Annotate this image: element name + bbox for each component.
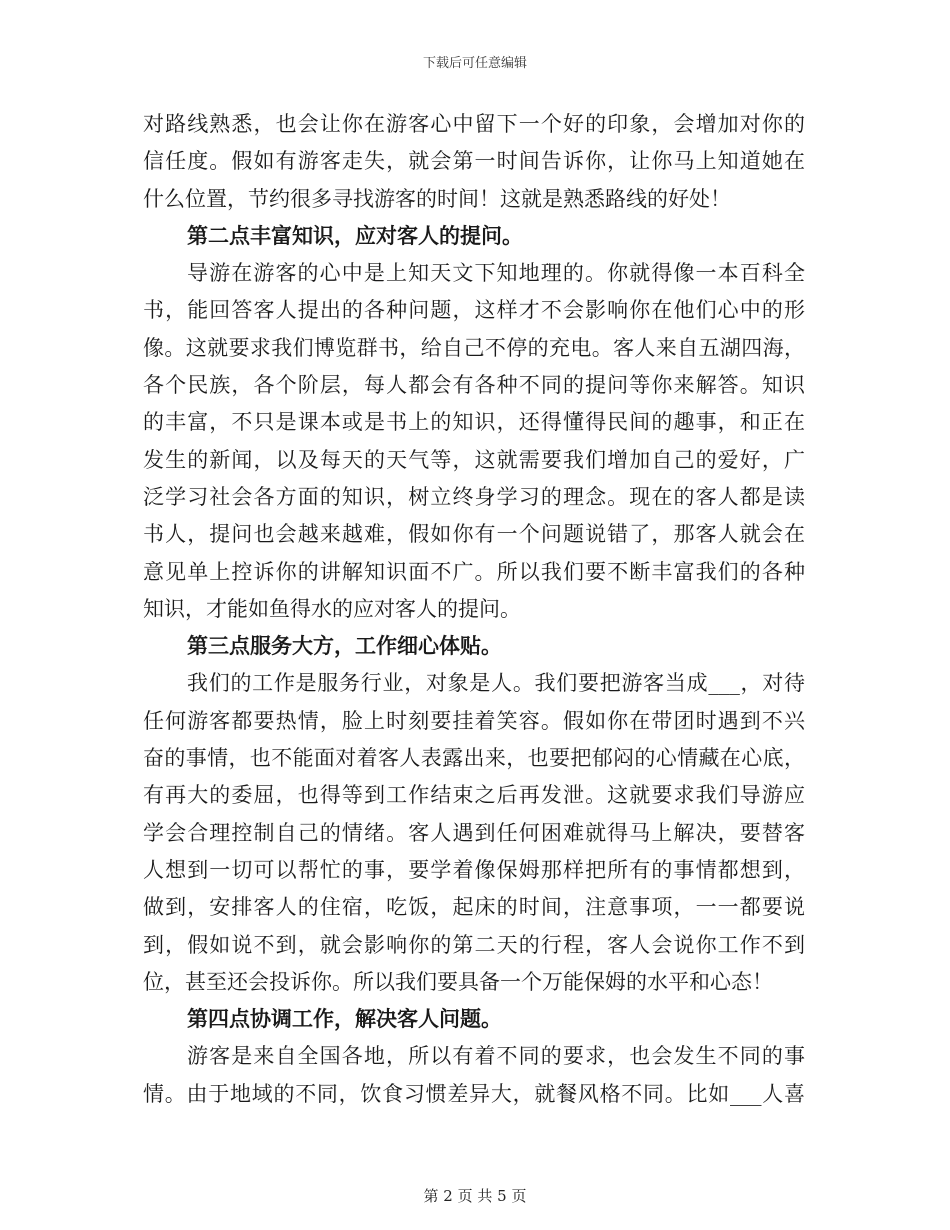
paragraph-line: 什么位置，节约很多寻找游客的时间！这就是熟悉路线的好处！: [143, 186, 731, 211]
paragraph-line: 泛学习社会各方面的知识，树立终身学习的理念。现在的客人都是读: [143, 484, 805, 509]
paragraph-line: 游客是来自全国各地，所以有着不同的要求，也会发生不同的事: [187, 1044, 805, 1069]
page-number: 第 2 页 共 5 页: [423, 1187, 527, 1205]
paragraph-line: 做到，安排客人的住宿，吃饭，起床的时间，注意事项，一一都要说: [143, 895, 805, 920]
paragraph-line: 导游在游客的心中是上知天文下知地理的。你就得像一本百科全: [187, 261, 805, 286]
paragraph-line: 各个民族，各个阶层，每人都会有各种不同的提问等你来解答。知识: [143, 373, 805, 398]
document-body: [143, 106, 805, 1113]
paragraph-line: 像。这就要求我们博览群书，给自己不停的充电。客人来自五湖四海，: [143, 335, 805, 360]
paragraph-line: 学会合理控制自己的情绪。客人遇到任何困难就得马上解决，要替客: [143, 820, 805, 845]
paragraph-line: 人想到一切可以帮忙的事，要学着像保姆那样把所有的事情都想到，: [143, 857, 805, 882]
section-heading: 第四点协调工作，解决客人问题。: [187, 1007, 502, 1032]
paragraph-line: 对路线熟悉，也会让你在游客心中留下一个好的印象，会增加对你的: [143, 112, 805, 136]
paragraph-line: 情。由于地域的不同，饮食习惯差异大，就餐风格不同。比如___人喜: [143, 1081, 805, 1106]
paragraph-line: 我们的工作是服务行业，对象是人。我们要把游客当成___，对待: [187, 671, 805, 696]
paragraph-line: 知识，才能如鱼得水的应对客人的提问。: [143, 596, 521, 621]
paragraph-line: 书，能回答客人提出的各种问题，这样才不会影响你在他们心中的形: [143, 298, 805, 323]
paragraph-line: 任何游客都要热情，脸上时刻要挂着笑容。假如你在带团时遇到不兴: [143, 708, 805, 733]
paragraph-line: 有再大的委屈，也得等到工作结束之后再发泄。这就要求我们导游应: [143, 783, 805, 808]
paragraph-line: 位，甚至还会投诉你。所以我们要具备一个万能保姆的水平和心态！: [143, 969, 773, 994]
paragraph-line: 奋的事情，也不能面对着客人表露出来，也要把郁闷的心情藏在心底，: [143, 746, 805, 771]
paragraph-line: 发生的新闻，以及每天的天气等，这就需要我们增加自己的爱好，广: [143, 447, 805, 472]
page-header: 下载后可任意编辑: [422, 56, 527, 71]
section-heading: 第三点服务大方，工作细心体贴。: [187, 634, 502, 659]
section-heading: 第二点丰富知识，应对客人的提问。: [187, 223, 523, 248]
paragraph-line: 信任度。假如有游客走失，就会第一时间告诉你，让你马上知道她在: [143, 149, 805, 174]
paragraph-line: 到，假如说不到，就会影响你的第二天的行程，客人会说你工作不到: [143, 932, 805, 957]
paragraph-line: 的丰富，不只是课本或是书上的知识，还得懂得民间的趣事，和正在: [143, 410, 805, 435]
paragraph-line: 书人，提问也会越来越难，假如你有一个问题说错了，那客人就会在: [143, 522, 805, 547]
paragraph-line: 意见单上控诉你的讲解知识面不广。所以我们要不断丰富我们的各种: [143, 559, 805, 584]
